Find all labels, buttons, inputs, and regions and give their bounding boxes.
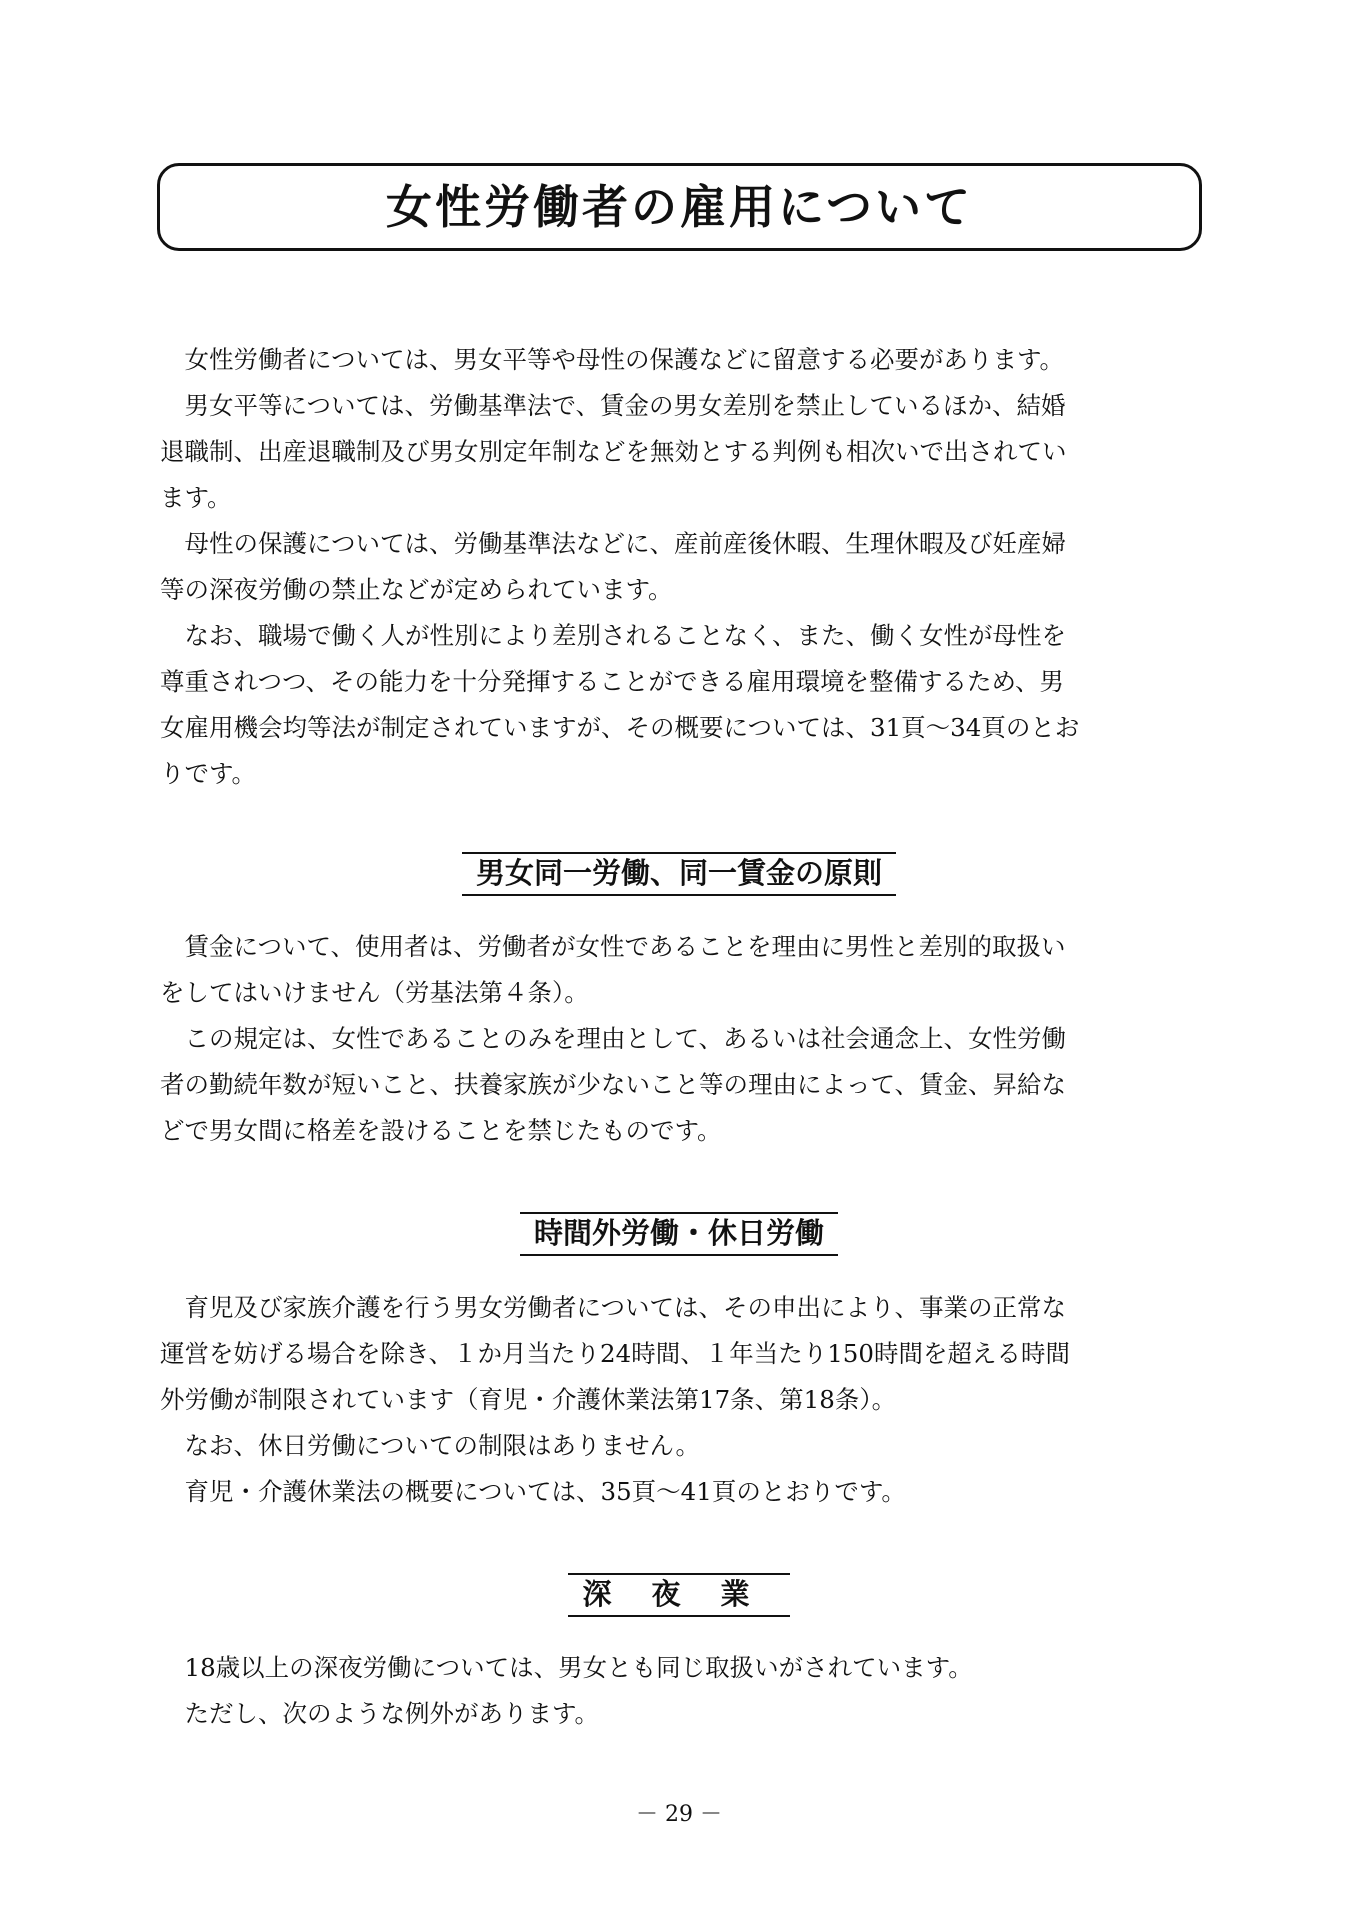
section-heading-night-work bbox=[0, 1573, 1358, 1617]
section-heading-text: 時間外労働・休日労働 bbox=[520, 1212, 838, 1256]
section-line: 育児及び家族介護を行う男女労働者については、その申出により、事業の正常な bbox=[160, 1293, 1067, 1322]
intro-line: 女性労働者については、男女平等や母性の保護などに留意する必要があります。 bbox=[160, 345, 1065, 374]
title-box bbox=[157, 163, 1202, 251]
intro-line: 退職制、出産退職制及び男女別定年制などを無効とする判例も相次いで出されてい bbox=[160, 437, 1067, 466]
section-line: この規定は、女性であることのみを理由として、あるいは社会通念上、女性労働 bbox=[160, 1024, 1067, 1053]
section-line: 18歳以上の深夜労働については、男女とも同じ取扱いがされています。 bbox=[160, 1653, 973, 1682]
night-work-section bbox=[160, 1645, 1200, 1737]
intro-line: なお、職場で働く人が性別により差別されることなく、また、働く女性が母性を bbox=[160, 621, 1067, 650]
intro-line: 男女平等については、労働基準法で、賃金の男女差別を禁止しているほか、結婚 bbox=[160, 391, 1066, 420]
overtime-section bbox=[160, 1285, 1200, 1515]
section-heading-overtime bbox=[0, 1212, 1358, 1256]
section-line: ただし、次のような例外があります。 bbox=[160, 1699, 600, 1728]
section-line: 育児・介護休業法の概要については、35頁～41頁のとおりです。 bbox=[160, 1477, 906, 1506]
intro-line: ます。 bbox=[160, 483, 232, 512]
page-number: － 29 － bbox=[636, 1802, 722, 1827]
section-line: 者の勤続年数が短いこと、扶養家族が少ないこと等の理由によって、賃金、昇給な bbox=[160, 1070, 1067, 1099]
page-title: 女性労働者の雇用について bbox=[385, 180, 974, 234]
section-line: 運営を妨げる場合を除き、１か月当たり24時間、１年当たり150時間を超える時間 bbox=[160, 1339, 1070, 1368]
equal-pay-section bbox=[160, 924, 1200, 1154]
section-line: 賃金について、使用者は、労働者が女性であることを理由に男性と差別的取扱い bbox=[160, 932, 1066, 961]
intro-line: りです。 bbox=[160, 759, 257, 788]
intro-line: 等の深夜労働の禁止などが定められています。 bbox=[160, 575, 673, 604]
section-heading-text: 深夜業 bbox=[568, 1573, 789, 1617]
section-line: なお、休日労働についての制限はありません。 bbox=[160, 1431, 700, 1460]
intro-line: 尊重されつつ、その能力を十分発揮することができる雇用環境を整備するため、男 bbox=[160, 667, 1065, 696]
section-heading-text: 男女同一労働、同一賃金の原則 bbox=[462, 852, 896, 896]
section-heading-equal-pay bbox=[0, 852, 1358, 896]
section-line: どで男女間に格差を設けることを禁じたものです。 bbox=[160, 1116, 722, 1145]
intro-section bbox=[160, 337, 1200, 797]
section-line: をしてはいけません（労基法第４条）。 bbox=[160, 978, 589, 1007]
intro-line: 女雇用機会均等法が制定されていますが、その概要については、31頁～34頁のとお bbox=[160, 713, 1080, 742]
intro-line: 母性の保護については、労働基準法などに、産前産後休暇、生理休暇及び妊産婦 bbox=[160, 529, 1067, 558]
section-line: 外労働が制限されています（育児・介護休業法第17条、第18条）。 bbox=[160, 1385, 897, 1414]
